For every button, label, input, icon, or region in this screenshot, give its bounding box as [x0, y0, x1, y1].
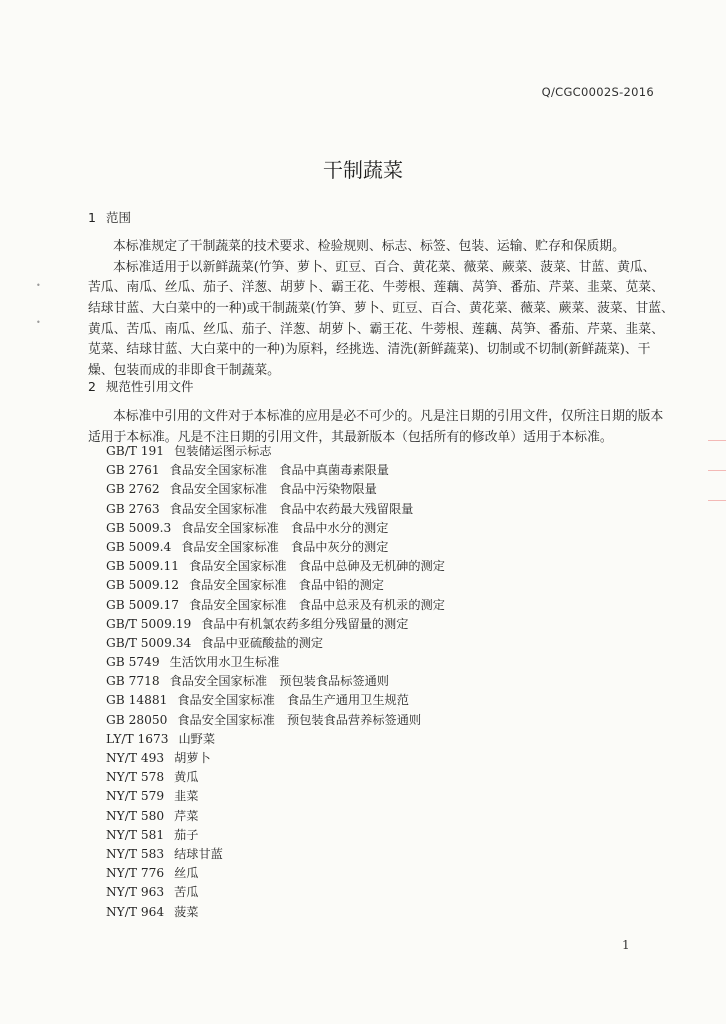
- reference-code: GB/T 191: [106, 444, 165, 458]
- text-line: 本标准适用于以新鲜蔬菜(竹笋、萝卜、豇豆、百合、黄花菜、薇菜、蕨菜、菠菜、甘蓝、黄瓜、: [113, 259, 656, 275]
- page-number: 1: [622, 938, 630, 952]
- reference-code: GB/T 5009.34: [106, 635, 192, 650]
- reference-list: [106, 442, 445, 922]
- reference-title: 芹菜: [174, 808, 199, 823]
- stamp-edge: [708, 440, 726, 441]
- scope-paragraph: [88, 237, 674, 382]
- text-line: 苦瓜、南瓜、丝瓜、茄子、洋葱、胡萝卜、霸王花、牛蒡根、莲藕、莴笋、番茄、芹菜、韭菜、苋菜、: [88, 280, 664, 296]
- reference-code: GB/T 5009.19: [106, 616, 192, 631]
- reference-code: GB 5009.17: [106, 597, 179, 612]
- reference-item: [106, 519, 445, 538]
- reference-code: GB 5749: [106, 655, 160, 670]
- reference-title: 食品安全国家标准 食品中真菌毒素限量: [169, 463, 389, 478]
- reference-code: GB 2762: [106, 482, 160, 497]
- reference-item: [106, 442, 445, 461]
- reference-item: [106, 576, 445, 595]
- text-line: 本标准规定了干制蔬菜的技术要求、检验规则、标志、标签、包装、运输、贮存和保质期。: [113, 239, 625, 254]
- reference-item: [106, 653, 445, 672]
- reference-item: [106, 826, 445, 845]
- reference-code: GB 2763: [106, 501, 160, 516]
- text-line: 结球甘蓝、大白菜中的一种)或干制蔬菜(竹笋、萝卜、豇豆、百合、黄花菜、薇菜、蕨菜、菠菜、甘蓝、: [88, 301, 674, 317]
- reference-code: GB 5009.12: [106, 578, 179, 593]
- reference-code: NY/T 964: [106, 904, 165, 919]
- text-line: 苋菜、结球甘蓝、大白菜中的一种)为原料，经挑选、清洗(新鲜蔬菜)、切制或不切制(新鲜蔬菜)、干: [88, 342, 651, 358]
- reference-title: 胡萝卜: [174, 751, 211, 765]
- reference-code: GB 5009.4: [106, 539, 172, 554]
- reference-title: 食品安全国家标准 食品生产通用卫生规范: [177, 693, 409, 708]
- text-line: 燥、包装而成的非即食干制蔬菜。: [88, 363, 280, 379]
- reference-item: [106, 730, 445, 749]
- section-title: 范围: [106, 210, 132, 225]
- reference-code: GB 5009.11: [106, 559, 179, 574]
- reference-code: GB 14881: [106, 693, 168, 708]
- reference-title: 菠菜: [174, 904, 199, 919]
- reference-title: 食品安全国家标准 食品中水分的测定: [181, 520, 389, 535]
- reference-title: 食品安全国家标准 食品中农药最大残留限量: [169, 501, 414, 516]
- reference-item: [106, 768, 445, 787]
- standard-code: Q/CGC0002S-2016: [541, 85, 654, 99]
- reference-code: GB 28050: [106, 712, 168, 727]
- reference-title: 食品安全国家标准 食品中铅的测定: [188, 578, 384, 593]
- reference-code: GB 2761: [106, 463, 160, 478]
- reference-title: 茄子: [174, 827, 199, 842]
- reference-title: 食品安全国家标准 食品中灰分的测定: [181, 539, 389, 554]
- stamp-edge: [708, 470, 726, 471]
- reference-title: 黄瓜: [174, 770, 199, 785]
- reference-item: [106, 615, 445, 634]
- reference-item: [106, 461, 445, 480]
- reference-title: 食品安全国家标准 预包装食品营养标签通则: [177, 712, 422, 727]
- reference-item: [106, 787, 445, 806]
- section-number: 2: [88, 379, 96, 394]
- reference-title: 韭菜: [174, 789, 199, 804]
- reference-title: 结球甘蓝: [174, 846, 223, 861]
- reference-title: 包装储运图示标志: [174, 444, 272, 458]
- reference-code: NY/T 581: [106, 827, 165, 842]
- reference-code: NY/T 583: [106, 846, 165, 861]
- reference-item: [106, 480, 445, 499]
- reference-code: LY/T 1673: [106, 731, 169, 746]
- reference-item: [106, 864, 445, 883]
- text-line: 本标准中引用的文件对于本标准的应用是必不可少的。凡是注日期的引用文件，仅所注日期的版本: [113, 409, 664, 424]
- section-heading-normative-references: [88, 377, 194, 395]
- reference-title: 食品安全国家标准 预包装食品标签通则: [169, 674, 389, 689]
- reference-item: [106, 883, 445, 902]
- reference-code: GB 5009.3: [106, 520, 172, 535]
- reference-title: 山野菜: [178, 731, 216, 746]
- reference-item: [106, 749, 445, 768]
- scan-mark: •: [36, 318, 41, 327]
- reference-item: [106, 538, 445, 557]
- reference-code: GB 7718: [106, 674, 160, 689]
- reference-item: [106, 634, 445, 653]
- stamp-edge: [708, 500, 726, 501]
- section-number: 1: [88, 210, 96, 225]
- reference-item: [106, 903, 445, 922]
- reference-code: NY/T 580: [106, 808, 165, 823]
- reference-code: NY/T 493: [106, 751, 165, 765]
- reference-item: [106, 596, 445, 615]
- reference-item: [106, 711, 445, 730]
- reference-item: [106, 807, 445, 826]
- reference-item: [106, 672, 445, 691]
- reference-title: 食品中亚硫酸盐的测定: [201, 635, 324, 650]
- reference-title: 食品中有机氯农药多组分残留量的测定: [201, 616, 409, 631]
- reference-code: NY/T 578: [106, 770, 165, 785]
- reference-title: 食品安全国家标准 食品中总砷及无机砷的测定: [188, 559, 445, 574]
- text-line: 黄瓜、苦瓜、南瓜、丝瓜、茄子、洋葱、胡萝卜、霸王花、牛蒡根、莲藕、莴笋、番茄、芹菜、韭菜、: [88, 321, 664, 337]
- reference-code: NY/T 963: [106, 885, 165, 900]
- reference-code: NY/T 579: [106, 789, 165, 804]
- section-title: 规范性引用文件: [106, 379, 194, 394]
- reference-item: [106, 691, 445, 710]
- text-line: 适用于本标准。凡是不注日期的引用文件，其最新版本（包括所有的修改单）适用于本标准。: [88, 429, 613, 445]
- reference-item: [106, 500, 445, 519]
- reference-title: 苦瓜: [174, 885, 199, 900]
- reference-title: 食品安全国家标准 食品中污染物限量: [169, 482, 377, 497]
- reference-item: [106, 557, 445, 576]
- reference-title: 丝瓜: [174, 866, 199, 881]
- page-title: 干制蔬菜: [323, 158, 403, 182]
- reference-title: 生活饮用水卫生标准: [169, 655, 280, 670]
- section-heading-scope: [88, 208, 131, 226]
- reference-code: NY/T 776: [106, 866, 165, 881]
- reference-title: 食品安全国家标准 食品中总汞及有机汞的测定: [188, 597, 445, 612]
- scan-mark: •: [36, 281, 41, 290]
- reference-item: [106, 845, 445, 864]
